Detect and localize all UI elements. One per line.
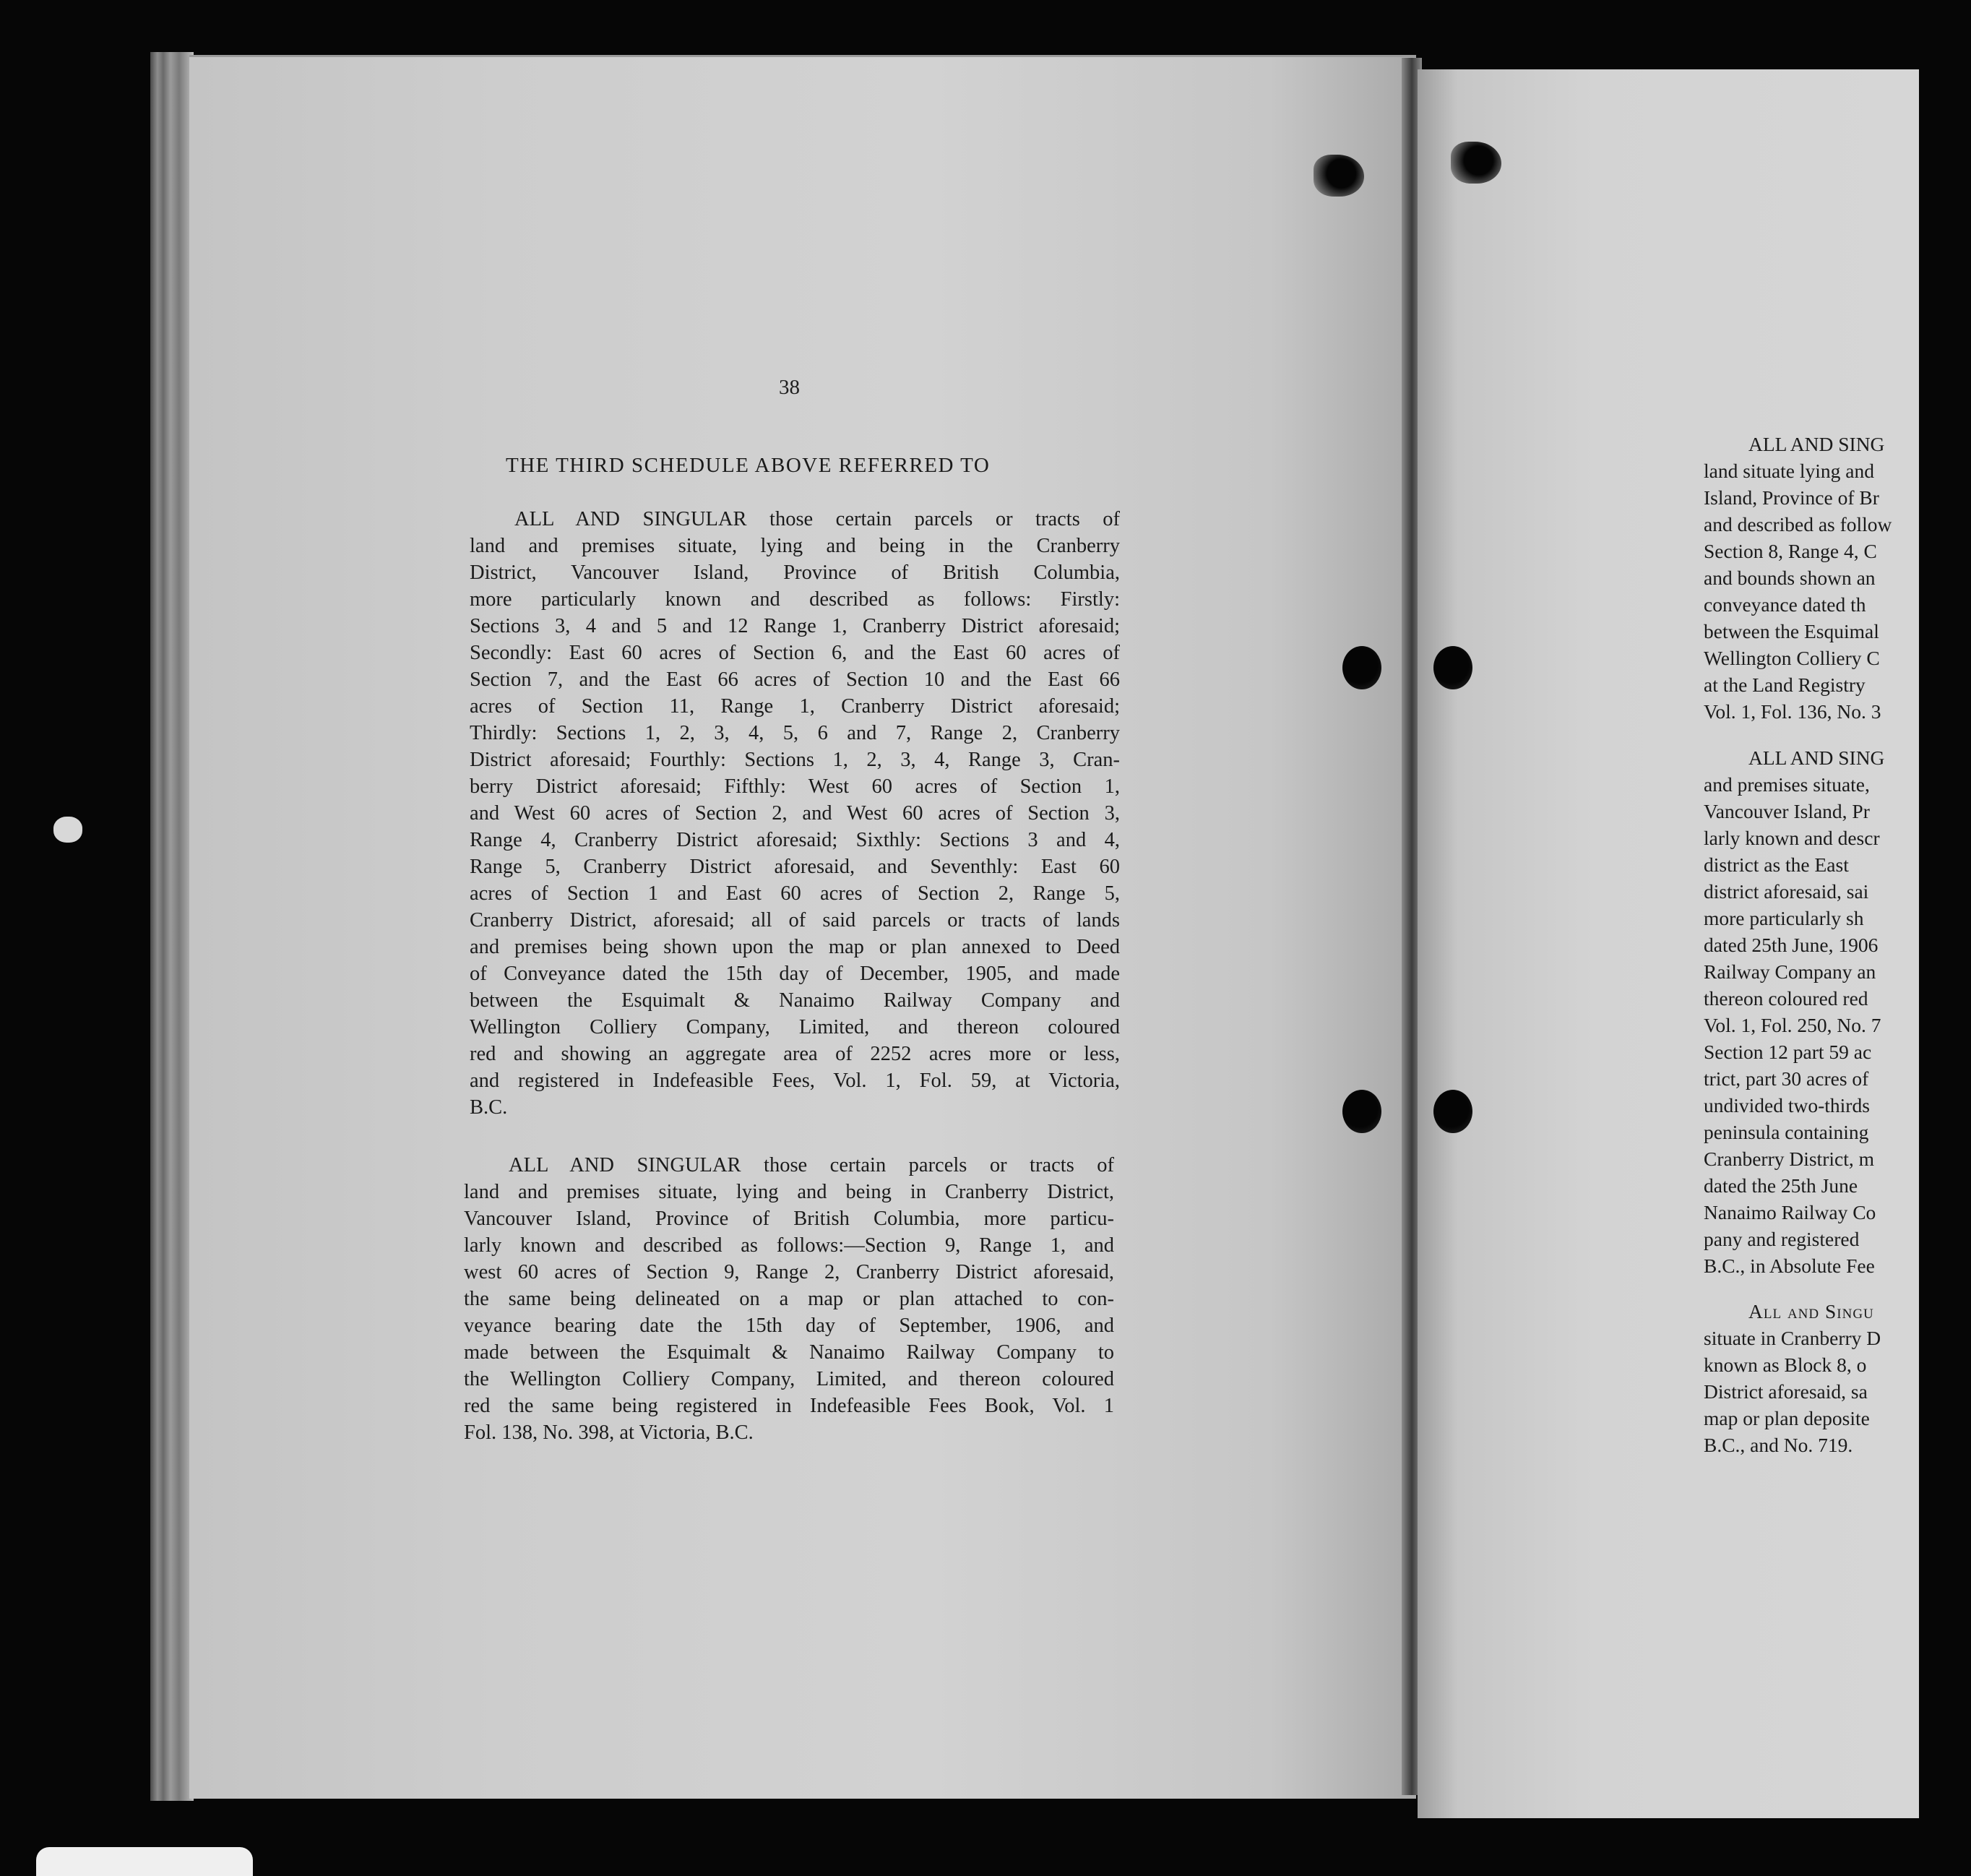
text-line: Wellington Colliery Company, Limited, and thereon coloured (470, 1016, 1120, 1038)
text-line: district aforesaid, sai (1704, 880, 1869, 903)
paper-scrap (53, 817, 82, 843)
text-line: and bounds shown an (1704, 567, 1876, 589)
punch-hole (1342, 646, 1381, 689)
text-line: B.C. (470, 1096, 508, 1119)
text-line: and West 60 acres of Section 2, and West 60 acres of Section 3, (470, 802, 1120, 825)
torn-punch-hole (1451, 142, 1501, 184)
text-line: Vancouver Island, Pr (1704, 800, 1870, 822)
text-line: B.C., and No. 719. (1704, 1434, 1853, 1456)
text-line: Cranberry District, m (1704, 1148, 1874, 1170)
text-line: larly known and descr (1704, 827, 1880, 849)
text-line: of Conveyance dated the 15th day of December, 1905, and made (470, 963, 1120, 985)
text-line: Section 8, Range 4, C (1704, 540, 1877, 562)
text-line: Railway Company an (1704, 960, 1876, 983)
text-line: the same being delineated on a map or plan attached to con- (464, 1288, 1114, 1310)
text-line: Sections 3, 4 and 5 and 12 Range 1, Cranberry District aforesaid; (470, 615, 1120, 637)
text-line: more particularly known and described as follows: Firstly: (470, 588, 1120, 611)
punch-hole (1433, 1090, 1472, 1133)
left-paragraph-1 (470, 506, 1120, 1121)
right-paragraph-2 (1704, 744, 1919, 1279)
text-line: land and premises situate, lying and being in the Cranberry (470, 535, 1120, 557)
left-paragraph-2 (464, 1152, 1114, 1446)
text-line: Fol. 138, No. 398, at Victoria, B.C. (464, 1421, 754, 1444)
text-line: between the Esquimal (1704, 620, 1879, 642)
text-line: B.C., in Absolute Fee (1704, 1255, 1875, 1277)
text-line: red and showing an aggregate area of 2252 acres more or less, (470, 1043, 1120, 1065)
text-line: made between the Esquimalt & Nanaimo Railway Company to (464, 1341, 1114, 1364)
text-line: land and premises situate, lying and being in Cranberry District, (464, 1181, 1114, 1203)
text-line: at the Land Registry (1704, 674, 1866, 696)
text-line: dated the 25th June (1704, 1174, 1858, 1197)
punch-hole (1433, 646, 1472, 689)
text-line: district as the East (1704, 853, 1849, 876)
text-line: west 60 acres of Section 9, Range 2, Cranberry District aforesaid, (464, 1261, 1114, 1283)
label-strip (36, 1847, 253, 1876)
text-line: Cranberry District, aforesaid; all of said parcels or tracts of lands (470, 909, 1120, 931)
text-line: ALL AND SING (1748, 433, 1885, 455)
text-line: known as Block 8, o (1704, 1354, 1867, 1376)
text-line: situate in Cranberry D (1704, 1327, 1881, 1349)
text-line: ALL AND SING (1748, 746, 1885, 769)
right-paragraph-1 (1704, 431, 1919, 725)
text-line: conveyance dated th (1704, 593, 1866, 616)
text-line: acres of Section 1 and East 60 acres of Section 2, Range 5, (470, 882, 1120, 905)
text-line: the Wellington Colliery Company, Limited, and thereon coloured (464, 1368, 1114, 1390)
text-line: Vol. 1, Fol. 250, No. 7 (1704, 1014, 1881, 1036)
text-line: Thirdly: Sections 1, 2, 3, 4, 5, 6 and 7, Range 2, Cranberry (470, 722, 1120, 744)
text-line: ALL AND SINGULAR those certain parcels or tracts of (514, 508, 1120, 530)
text-line: pany and registered (1704, 1228, 1860, 1250)
text-line: and premises being shown upon the map or plan annexed to Deed (470, 936, 1120, 958)
right-page (1418, 69, 1919, 1818)
text-line: red the same being registered in Indefeasible Fees Book, Vol. 1 (464, 1395, 1114, 1417)
text-line: and premises situate, (1704, 773, 1870, 796)
text-line: acres of Section 11, Range 1, Cranberry District aforesaid; (470, 695, 1120, 718)
text-line: veyance bearing date the 15th day of September, 1906, and (464, 1315, 1114, 1337)
text-line: peninsula containing (1704, 1121, 1869, 1143)
text-line: Section 7, and the East 66 acres of Section 10 and the East 66 (470, 668, 1120, 691)
text-line: and registered in Indefeasible Fees, Vol. 1, Fol. 59, at Victoria, (470, 1070, 1120, 1092)
punch-hole (1342, 1090, 1381, 1133)
text-line: Vancouver Island, Province of British Columbia, more particu- (464, 1208, 1114, 1230)
text-line: and described as follow (1704, 513, 1892, 535)
schedule-title: THE THIRD SCHEDULE ABOVE REFERRED TO (506, 454, 991, 477)
text-line: thereon coloured red (1704, 987, 1868, 1010)
text-line: Section 12 part 59 ac (1704, 1041, 1872, 1063)
torn-punch-hole (1314, 155, 1364, 197)
text-line: District, Vancouver Island, Province of British Columbia, (470, 561, 1120, 584)
right-paragraph-3 (1704, 1298, 1919, 1458)
text-line: larly known and described as follows:—Section 9, Range 1, and (464, 1234, 1114, 1257)
text-line: Wellington Colliery C (1704, 647, 1880, 669)
text-line: Range 5, Cranberry District aforesaid, and Seventhly: East 60 (470, 856, 1120, 878)
text-line: District aforesaid, sa (1704, 1380, 1868, 1403)
page-edges (150, 52, 194, 1801)
text-line: ALL AND SINGULAR those certain parcels or tracts of (509, 1154, 1114, 1176)
text-line: All and Singu (1748, 1300, 1874, 1322)
text-line: map or plan deposite (1704, 1407, 1870, 1429)
text-line: District aforesaid; Fourthly: Sections 1, 2, 3, 4, Range 3, Cran- (470, 749, 1120, 771)
text-line: dated 25th June, 1906 (1704, 934, 1879, 956)
text-line: berry District aforesaid; Fifthly: West 60 acres of Section 1, (470, 775, 1120, 798)
text-line: Vol. 1, Fol. 136, No. 3 (1704, 700, 1881, 723)
text-line: trict, part 30 acres of (1704, 1067, 1869, 1090)
text-line: Nanaimo Railway Co (1704, 1201, 1876, 1223)
text-line: undivided two-thirds (1704, 1094, 1870, 1116)
text-line: Range 4, Cranberry District aforesaid; Sixthly: Sections 3 and 4, (470, 829, 1120, 851)
page-number: 38 (779, 376, 800, 399)
text-line: land situate lying and (1704, 460, 1874, 482)
text-line: Secondly: East 60 acres of Section 6, and the East 60 acres of (470, 642, 1120, 664)
text-line: more particularly sh (1704, 907, 1864, 929)
text-line: between the Esquimalt & Nanaimo Railway Company and (470, 989, 1120, 1012)
text-line: Island, Province of Br (1704, 486, 1879, 509)
